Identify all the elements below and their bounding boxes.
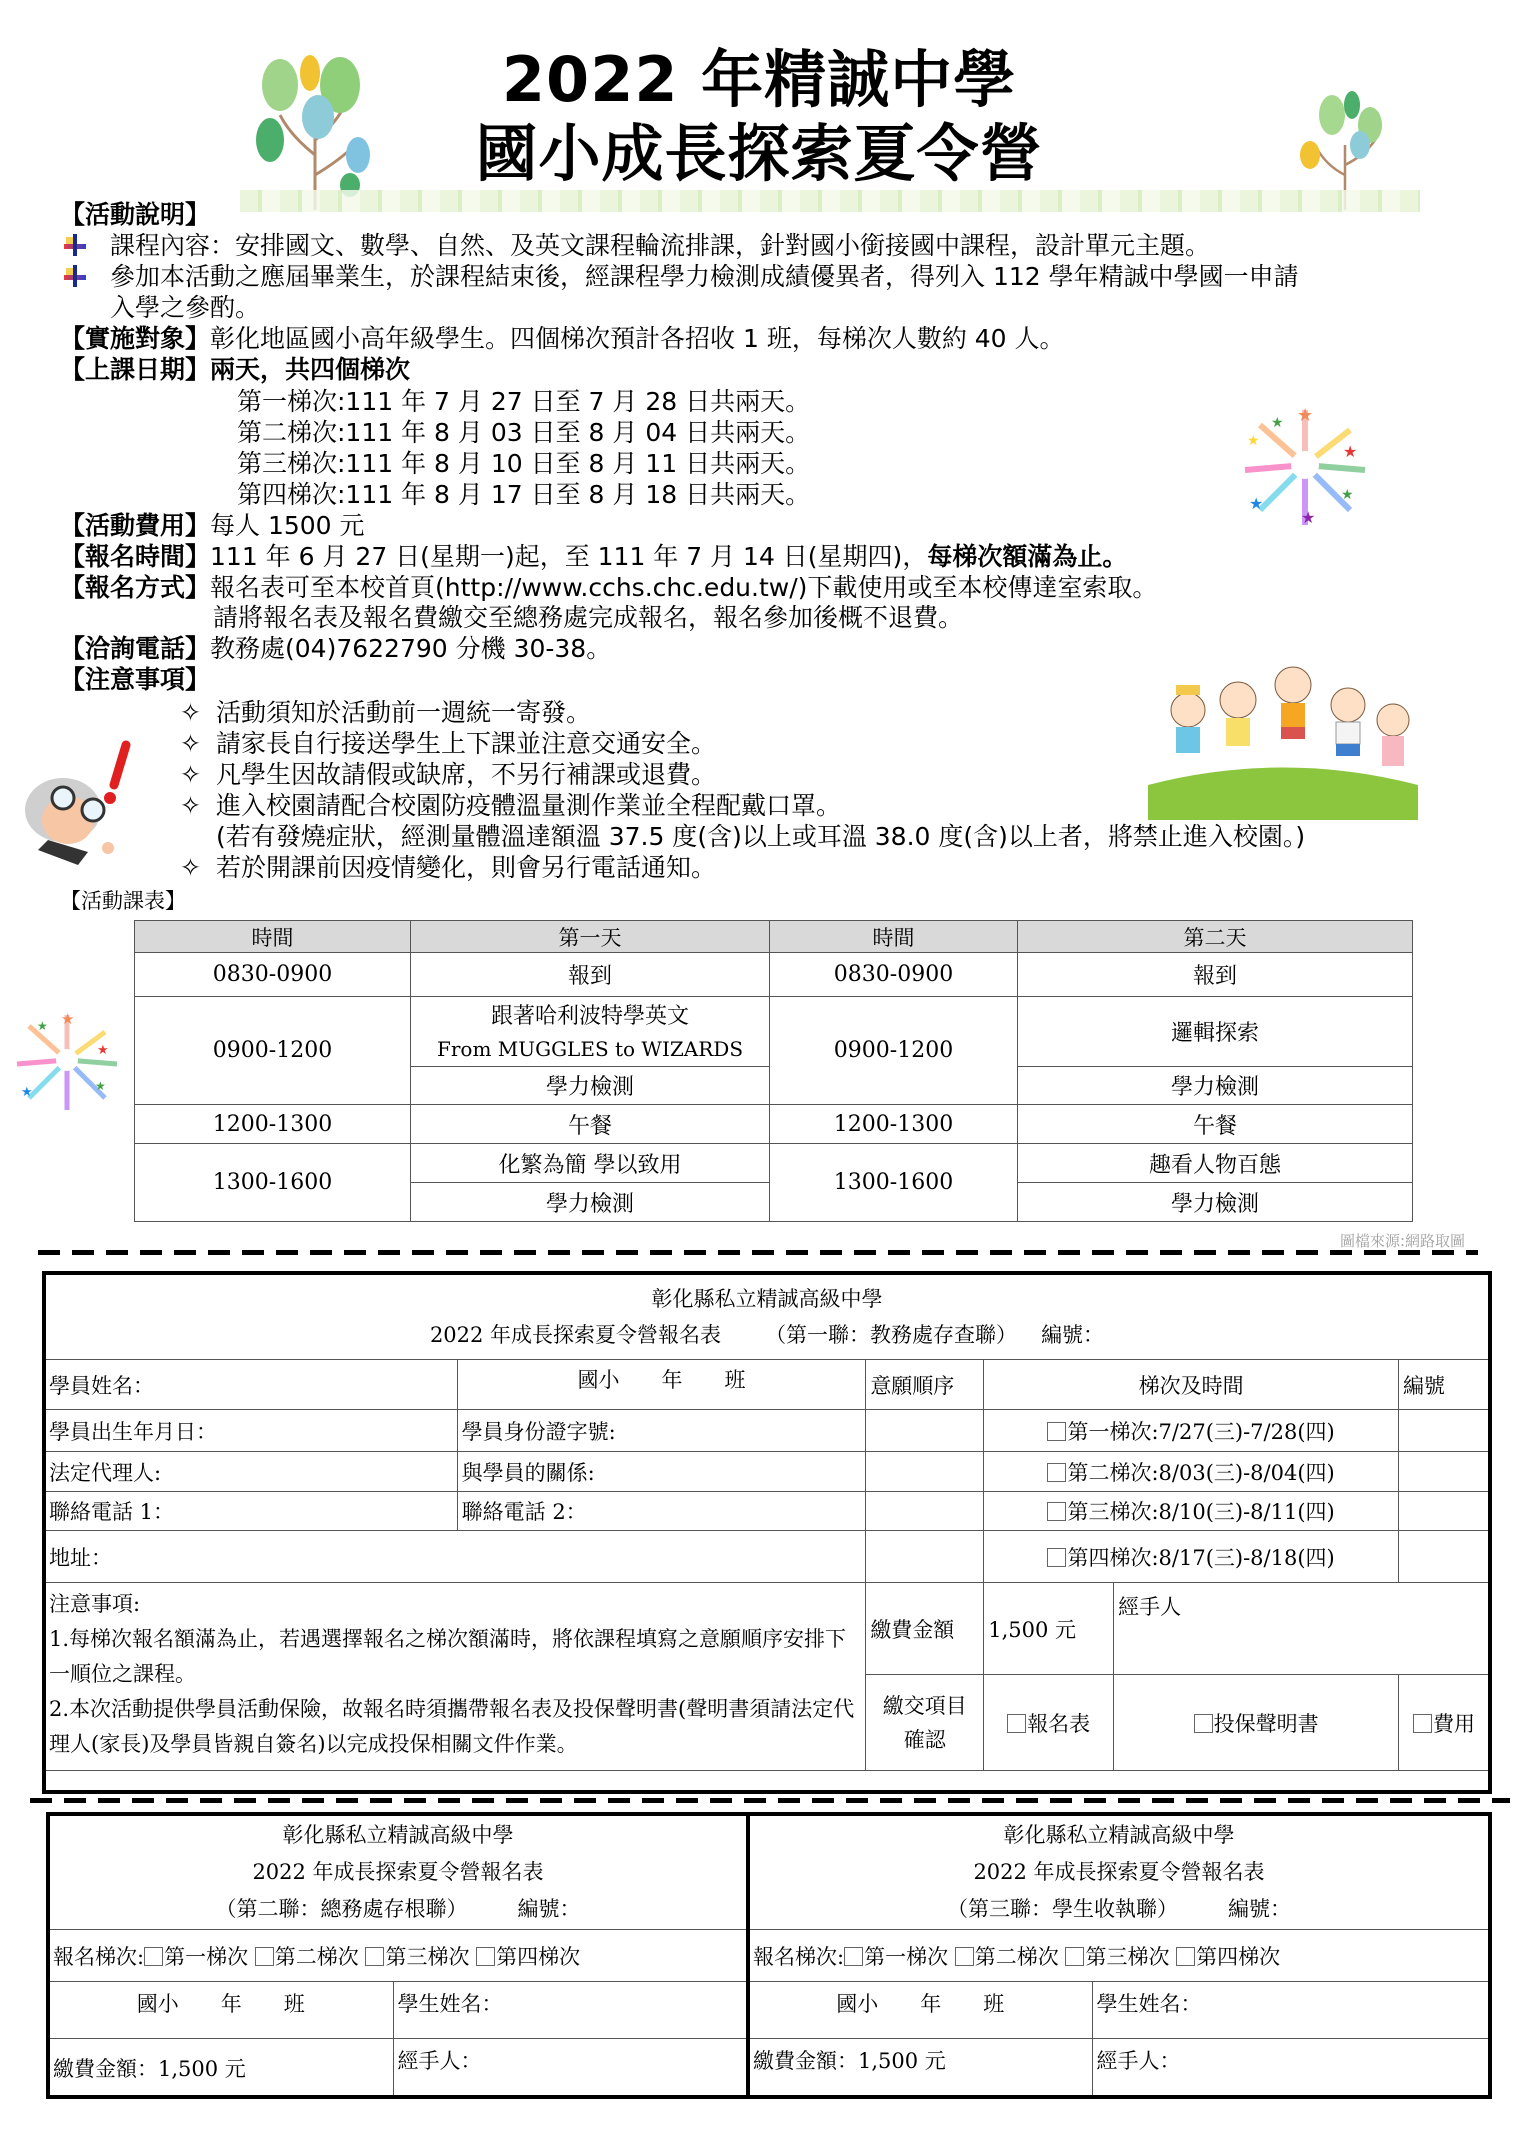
session-option-1[interactable]: 第一梯次:7/27(三)-7/28(四)	[984, 1410, 1399, 1452]
registration-form-copy-3	[748, 1814, 1490, 2098]
registration-form-copy-2	[48, 1814, 748, 2098]
schedule-table	[134, 920, 1413, 1222]
fee-amount-label: 繳費金額	[866, 1583, 984, 1675]
starburst-illustration	[1230, 400, 1380, 530]
form3-grade-class-field[interactable]: 國小 年 班	[749, 1982, 1093, 2039]
items-confirm-label: 繳交項目 確認	[866, 1675, 984, 1771]
image-credit: 圖檔來源:網路取圖	[1340, 1232, 1466, 1250]
schedule-header-time-day1: 時間	[135, 921, 411, 953]
form2-copy-label: （第二聯：總務處存根聯）	[215, 1896, 468, 1921]
table-row	[135, 1105, 1413, 1144]
checkbox[interactable]	[476, 1947, 495, 1966]
diamond-bullet-icon: ✧	[180, 853, 201, 882]
form3-number-label: 編號：	[1228, 1896, 1291, 1921]
schedule-time: 1300-1600	[135, 1144, 411, 1222]
page-title-line-2: 國小成長探索夏令營	[475, 117, 1043, 190]
handler-field[interactable]: 經手人	[1114, 1583, 1490, 1675]
session-date-4: 第四梯次:111 年 8 月 17 日至 8 月 18 日共兩天。	[237, 480, 811, 509]
form2-student-name-field[interactable]: 學生姓名：	[393, 1982, 747, 2039]
checkbox[interactable]	[1194, 1714, 1213, 1733]
form1-title-row	[49, 1317, 1485, 1353]
schedule-activity: 午餐	[1018, 1105, 1413, 1144]
session-date-2: 第二梯次:111 年 8 月 03 日至 8 月 04 日共兩天。	[237, 418, 811, 447]
page-title-line-1: 2022 年精誠中學	[501, 43, 1017, 116]
preference-input-4[interactable]	[866, 1531, 984, 1583]
schedule-activity-subtitle: From MUGGLES to WIZARDS	[436, 1036, 744, 1061]
item-insurance-statement[interactable]: 投保聲明書	[1114, 1675, 1399, 1771]
svg-text:★: ★	[95, 1079, 106, 1093]
session-option-4[interactable]: 第四梯次:8/17(三)-8/18(四)	[984, 1531, 1399, 1583]
form1-note-2: 2.本次活動提供學員活動保險，故報名時須攜帶報名表及投保聲明書(聲明書須請法定代理人(家長)及學員皆親自簽名)以完成投保相關文件作業。	[49, 1697, 855, 1756]
form2-school-name: 彰化縣私立精誠高級中學	[282, 1822, 514, 1847]
schedule-heading: 【活動課表】	[60, 889, 186, 913]
note-item-3: ✧ 凡學生因故請假或缺席，不另行補課或退費。	[180, 760, 717, 789]
description-item-1: 課程內容：安排國文、數學、自然、及英文課程輪流排課，針對國小銜接國中課程，設計單元主題。	[110, 231, 1211, 260]
schedule-time: 1300-1600	[770, 1144, 1018, 1222]
contact-label: 【洽詢電話】	[60, 634, 211, 663]
schedule-time: 0830-0900	[135, 953, 411, 997]
form2-title: 2022 年成長探索夏令營報名表	[252, 1859, 544, 1884]
session-date-3: 第三梯次:111 年 8 月 10 日至 8 月 11 日共兩天。	[237, 449, 811, 478]
checkbox[interactable]	[1047, 1548, 1066, 1567]
schedule-activity-title: 跟著哈利波特學英文	[490, 1003, 689, 1029]
form3-handler-field[interactable]: 經手人：	[1092, 2039, 1489, 2098]
birthdate-field[interactable]: 學員出生年月日：	[45, 1410, 458, 1452]
note-item-5: ✧ 若於開課前因疫情變化，則會另行電話通知。	[180, 853, 717, 882]
schedule-activity: 學力檢測	[1018, 1067, 1413, 1105]
code-header: 編號	[1399, 1360, 1490, 1410]
form1-notes	[45, 1583, 866, 1771]
relation-field[interactable]: 與學員的關係:	[457, 1452, 866, 1492]
grass-border-decoration	[240, 190, 1420, 212]
dates-summary: 兩天，共四個梯次	[210, 355, 411, 384]
checkbox[interactable]	[1047, 1422, 1066, 1441]
session-option-3[interactable]: 第三梯次:8/10(三)-8/11(四)	[984, 1492, 1399, 1531]
schedule-activity: 化繁為簡 學以致用	[411, 1144, 770, 1183]
form2-handler-field[interactable]: 經手人：	[393, 2039, 747, 2098]
note-item-2: ✧ 請家長自行接送學生上下課並注意交通安全。	[180, 729, 717, 758]
fee-value: 每人 1500 元	[210, 511, 365, 540]
table-row	[135, 953, 1413, 997]
contact-value: 教務處(04)7622790 分機 30-38。	[210, 634, 612, 663]
note-item-1: ✧ 活動須知於活動前一週統一寄發。	[180, 698, 592, 727]
diamond-bullet-icon: ✧	[180, 729, 201, 758]
svg-text:★: ★	[1297, 405, 1314, 426]
id-number-field[interactable]: 學員身份證字號:	[457, 1410, 866, 1452]
dates-row	[60, 354, 410, 385]
schedule-time: 1200-1300	[135, 1105, 411, 1144]
diamond-bullet-icon: ✧	[180, 791, 201, 820]
form3-title: 2022 年成長探索夏令營報名表	[973, 1859, 1265, 1884]
svg-text:★: ★	[1249, 494, 1264, 513]
form3-school-name: 彰化縣私立精誠高級中學	[1003, 1822, 1235, 1847]
schedule-header-day2: 第二天	[1018, 921, 1413, 953]
checkbox[interactable]	[144, 1947, 163, 1966]
svg-text:★: ★	[21, 1085, 33, 1100]
form3-copy-label: （第三聯：學生收執聯）	[947, 1896, 1178, 1921]
schedule-activity: 學力檢測	[1018, 1183, 1413, 1222]
checkbox[interactable]	[1413, 1714, 1432, 1733]
code-input-3[interactable]	[1399, 1492, 1490, 1531]
description-item-2-cont: 入學之參酌。	[110, 293, 261, 322]
kids-jumping-illustration	[1148, 655, 1418, 820]
target-row	[60, 323, 1065, 354]
starburst-illustration-small	[5, 1005, 130, 1115]
checkbox[interactable]	[1047, 1502, 1066, 1521]
preference-input-1[interactable]	[866, 1410, 984, 1452]
fee-amount-value: 1,500 元	[984, 1583, 1114, 1675]
fee-label: 【活動費用】	[60, 511, 211, 540]
registration-time-emphasis: 每梯次額滿為止。	[927, 542, 1128, 571]
checkbox[interactable]	[255, 1947, 274, 1966]
table-row	[135, 1144, 1413, 1183]
form3-fee: 繳費金額：1,500 元	[749, 2039, 1093, 2098]
registration-time-label: 【報名時間】	[60, 542, 211, 571]
session-option-2[interactable]: 第二梯次:8/03(三)-8/04(四)	[984, 1452, 1399, 1492]
preference-order-header: 意願順序	[866, 1360, 984, 1410]
registration-method-row	[60, 572, 1157, 603]
guardian-field[interactable]: 法定代理人:	[45, 1452, 458, 1492]
schedule-activity: 午餐	[411, 1105, 770, 1144]
table-row	[135, 997, 1413, 1067]
fee-row	[60, 510, 365, 541]
activity-description-heading: 【活動說明】	[60, 200, 211, 229]
form1-title: 2022 年成長探索夏令營報名表	[429, 1322, 722, 1347]
form3-session-label: 報名梯次:	[753, 1944, 845, 1969]
description-item-2: 參加本活動之應屆畢業生，於課程結束後，經課程學力檢測成績優異者，得列入 112 學年精誠中學國一申請	[110, 262, 1299, 291]
checkbox[interactable]	[955, 1947, 974, 1966]
schedule-activity: 邏輯探索	[1018, 997, 1413, 1067]
schedule-activity: 學力檢測	[411, 1067, 770, 1105]
form3-student-name-field[interactable]: 學生姓名：	[1092, 1982, 1489, 2039]
schedule-activity: 趣看人物百態	[1018, 1144, 1413, 1183]
student-name-field[interactable]: 學員姓名：	[45, 1360, 458, 1410]
form2-session-row: 報名梯次: 第一梯次 第二梯次 第三梯次 第四梯次	[49, 1930, 748, 1982]
form1-school-name: 彰化縣私立精誠高級中學	[651, 1286, 883, 1311]
schedule-header-day1: 第一天	[411, 921, 770, 953]
registration-time-value: 111 年 6 月 27 日(星期一)起，至 111 年 7 月 14 日(星期四)，	[210, 542, 928, 571]
svg-text:★: ★	[1271, 415, 1284, 431]
form1-note-1: 1.每梯次報名額滿為止，若遇選擇報名之梯次額滿時，將依課程填寫之意願順序安排下一順位之課程。	[49, 1627, 847, 1686]
schedule-time: 1200-1300	[770, 1105, 1018, 1144]
diamond-bullet-icon: ✧	[180, 698, 201, 727]
item-registration-form[interactable]: 報名表	[984, 1675, 1114, 1771]
schedule-activity: 報到	[1018, 953, 1413, 997]
code-input-1[interactable]	[1399, 1410, 1490, 1452]
checkbox[interactable]	[1007, 1714, 1026, 1733]
form1-number-label: 編號：	[1041, 1322, 1105, 1347]
form2-copy-row	[53, 1891, 743, 1928]
item-fee[interactable]: 費用	[1399, 1675, 1490, 1771]
bullet-icon	[64, 234, 86, 256]
checkbox[interactable]	[1065, 1947, 1084, 1966]
form1-notes-title: 注意事項:	[49, 1592, 141, 1616]
registration-method-label: 【報名方式】	[60, 573, 211, 602]
schedule-activity: 學力檢測	[411, 1183, 770, 1222]
svg-text:★: ★	[61, 1010, 75, 1028]
schedule-activity: 報到	[411, 953, 770, 997]
checkbox[interactable]	[1176, 1947, 1195, 1966]
schedule-time: 0900-1200	[135, 997, 411, 1105]
registration-method-line-1: 報名表可至本校首頁(http://www.cchs.chc.edu.tw/)下載使用或至本校傳達室索取。	[210, 573, 1158, 602]
note-item-4: ✧ 進入校園請配合校園防疫體溫量測作業並全程配戴口罩。	[180, 791, 842, 820]
session-date-1: 第一梯次:111 年 7 月 27 日至 7 月 28 日共兩天。	[237, 387, 811, 416]
phone1-field[interactable]: 聯絡電話 1：	[45, 1492, 458, 1531]
checkbox[interactable]	[1047, 1463, 1066, 1482]
schedule-header-time-day2: 時間	[770, 921, 1018, 953]
contact-row	[60, 633, 611, 664]
cut-line-1	[38, 1250, 1478, 1255]
schedule-time: 0900-1200	[770, 997, 1018, 1105]
svg-text:★: ★	[1341, 487, 1354, 503]
bullet-icon	[64, 265, 86, 287]
form2-number-label: 編號：	[517, 1896, 581, 1921]
form2-session-label: 報名梯次:	[53, 1944, 145, 1969]
dates-label: 【上課日期】	[60, 355, 211, 384]
preference-input-3[interactable]	[866, 1492, 984, 1531]
phone2-field[interactable]: 聯絡電話 2：	[457, 1492, 866, 1531]
svg-text:★: ★	[1301, 508, 1316, 527]
form2-fee: 繳費金額：1,500 元	[49, 2039, 394, 2098]
form1-copy-label: （第一聯：教務處存查聯）	[765, 1322, 1018, 1347]
svg-text:★: ★	[97, 1043, 109, 1058]
form2-grade-class-field[interactable]: 國小 年 班	[49, 1982, 394, 2039]
note-item-4-sub: (若有發燒症狀，經測量體溫達額溫 37.5 度(含)以上或耳溫 38.0 度(含)以上者，將禁止進入校園。)	[216, 822, 1306, 851]
address-field[interactable]: 地址：	[45, 1531, 866, 1583]
checkbox[interactable]	[844, 1947, 863, 1966]
notes-heading: 【注意事項】	[60, 665, 211, 694]
schedule-time: 0830-0900	[770, 953, 1018, 997]
preference-input-2[interactable]	[866, 1452, 984, 1492]
code-input-2[interactable]	[1399, 1452, 1490, 1492]
session-time-header: 梯次及時間	[984, 1360, 1399, 1410]
form3-session-row: 報名梯次: 第一梯次 第二梯次 第三梯次 第四梯次	[749, 1930, 1490, 1982]
grade-class-field[interactable]: 國小 年 班	[457, 1360, 866, 1410]
form3-copy-row	[753, 1891, 1485, 1928]
target-label: 【實施對象】	[60, 324, 211, 353]
cut-line-2	[30, 1798, 1510, 1803]
svg-text:★: ★	[37, 1019, 48, 1033]
svg-text:★: ★	[1343, 442, 1358, 461]
registration-method-line-2: 請將報名表及報名費繳交至總務處完成報名，報名參加後概不退費。	[213, 603, 964, 632]
registration-form-copy-1	[44, 1273, 1490, 1771]
scientist-exclamation-illustration	[18, 740, 138, 870]
checkbox[interactable]	[365, 1947, 384, 1966]
svg-text:★: ★	[1247, 433, 1260, 449]
target-value: 彰化地區國小高年級學生。四個梯次預計各招收 1 班，每梯次人數約 40 人。	[210, 324, 1065, 353]
code-input-4[interactable]	[1399, 1531, 1490, 1583]
registration-time-row	[60, 541, 1127, 572]
diamond-bullet-icon: ✧	[180, 760, 201, 789]
schedule-activity	[411, 997, 770, 1067]
